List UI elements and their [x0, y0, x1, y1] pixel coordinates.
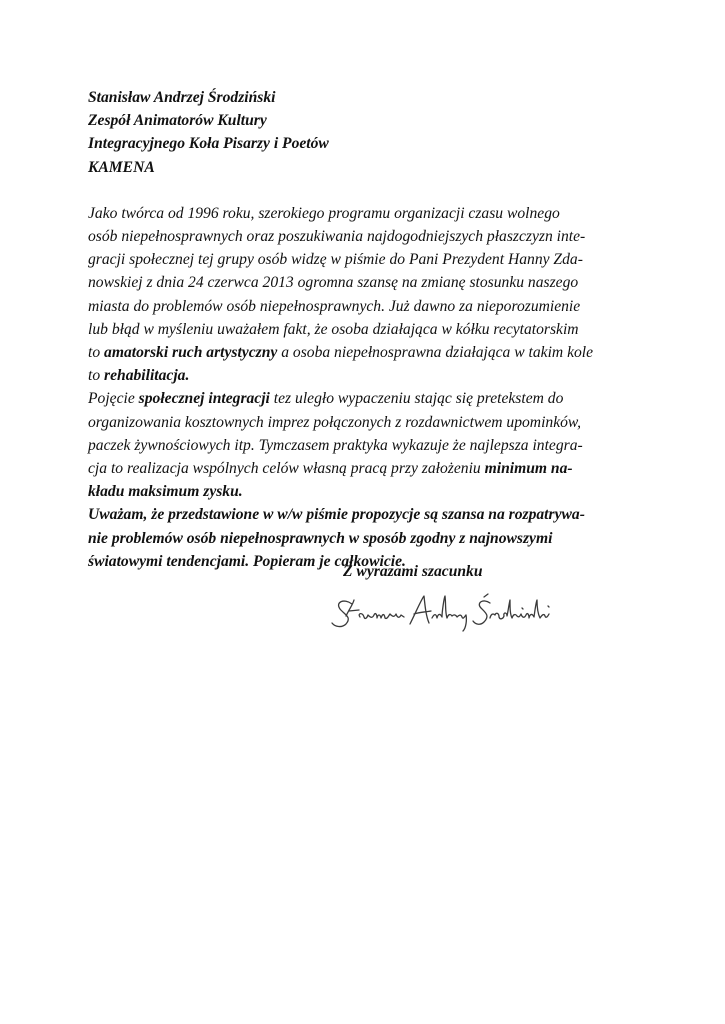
letter-header	[88, 86, 648, 179]
emphasized-text: nie problemów osób niepełnosprawnych w sposób zgodny z najnowszymi	[88, 529, 553, 547]
letter-body	[88, 202, 648, 573]
body-text: to	[88, 367, 105, 385]
organization-line-1: Zespół Animatorów Kultury	[88, 112, 267, 130]
body-line	[88, 527, 648, 550]
body-line	[88, 341, 648, 364]
emphasized-text: rehabilitacja.	[104, 367, 190, 385]
letter-text	[88, 86, 648, 573]
closing-phrase: Z wyrazami szacunku	[343, 563, 483, 580]
body-text: Pojęcie	[88, 390, 139, 408]
body-text: nowskiej z dnia 24 czerwca 2013 ogromna szansę na zmianę stosunku naszego	[88, 274, 579, 292]
body-text: paczek żywnościowych itp. Tymczasem praktyka wykazuje że najlepsza integra-	[88, 436, 583, 454]
body-line	[88, 411, 648, 434]
body-line	[88, 202, 648, 225]
body-line	[88, 480, 648, 503]
emphasized-text: Uważam, że przedstawione w w/w piśmie propozycje są szansa na rozpatrywa-	[88, 506, 585, 524]
body-line	[88, 457, 648, 480]
signature-image	[330, 590, 560, 636]
body-text: tez uległo wypaczeniu stając się pretekstem do	[269, 390, 564, 408]
emphasized-text: minimum na-	[484, 460, 573, 478]
body-line	[88, 318, 648, 341]
emphasized-text: kładu maksimum zysku.	[88, 483, 243, 501]
author-name: Stanisław Andrzej Środziński	[88, 89, 276, 106]
emphasized-text: światowymi tendencjami. Popieram je całkowicie.	[88, 552, 406, 570]
body-text: miasta do problemów osób niepełnosprawnych. Już dawno za nieporozumienie	[88, 297, 581, 315]
body-text: a osoba niepełnosprawna działająca w takim kole	[277, 344, 594, 362]
body-text: to	[88, 344, 105, 362]
body-line	[88, 271, 648, 294]
paragraph-gap	[88, 179, 648, 202]
body-text: osób niepełnosprawnych oraz poszukiwania najdogodniejszych płaszczyzn inte-	[88, 228, 586, 246]
body-text: Jako twórca od 1996 roku, szerokiego programu organizacji czasu wolnego	[88, 204, 560, 222]
body-text: cja to realizacja wspólnych celów własną pracą przy założeniu	[88, 460, 485, 478]
body-line	[88, 434, 648, 457]
body-text: gracji społecznej tej grupy osób widzę w piśmie do Pani Prezydent Hanny Zda-	[88, 251, 583, 269]
body-line	[88, 364, 648, 387]
emphasized-text: społecznej integracji	[138, 390, 270, 408]
body-line	[88, 503, 648, 526]
body-text: organizowania kosztownych imprez połączonych z rozdawnictwem upominków,	[88, 413, 582, 431]
body-line	[88, 387, 648, 410]
emphasized-text: amatorski ruch artystyczny	[104, 344, 278, 362]
organization-line-2: Integracyjnego Koła Pisarzy i Poetów	[88, 135, 329, 153]
body-line	[88, 225, 648, 248]
body-line	[88, 295, 648, 318]
organization-name: KAMENA	[88, 158, 155, 176]
body-text: lub błąd w myśleniu uważałem fakt, że osoba działająca w kółku recytatorskim	[88, 320, 579, 338]
body-line	[88, 248, 648, 271]
